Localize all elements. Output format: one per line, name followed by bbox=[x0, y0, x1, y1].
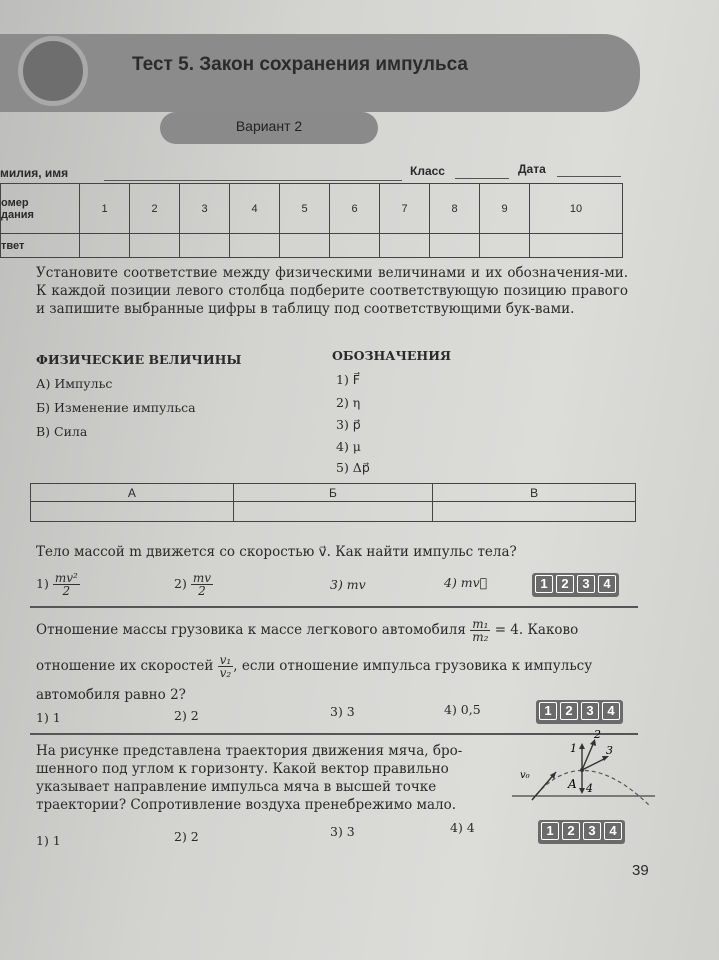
fraction-denominator: m₂ bbox=[472, 630, 489, 644]
grid-number-cell: 6 bbox=[330, 184, 380, 234]
answer-box-4[interactable]: 4 bbox=[604, 822, 622, 840]
trajectory-figure bbox=[510, 728, 660, 818]
answer-cell[interactable] bbox=[530, 234, 623, 258]
q2-option-2[interactable] bbox=[174, 572, 213, 597]
grid-number-cell: 3 bbox=[180, 184, 230, 234]
q2-option-3[interactable]: 3) mv bbox=[330, 577, 366, 592]
q4-option-4[interactable]: 4) 4 bbox=[450, 820, 475, 835]
q1-text: Установите соответствие между физическими величинами и их обозначения-ми. К каждой позиции левого столбца подберите соответствующую позицию правого и запишите выбранные цифры в таблицу под соответствующими бук-вами. bbox=[36, 265, 628, 317]
vector-2 bbox=[582, 742, 594, 770]
fraction-numerator: v₁ bbox=[219, 653, 232, 667]
q2-option-1[interactable] bbox=[36, 572, 80, 597]
q2-answer-boxes[interactable] bbox=[532, 573, 619, 597]
fraction-numerator: mv² bbox=[54, 571, 78, 585]
name-label: милия, имя bbox=[0, 166, 69, 180]
q2-option-2-label: 2) bbox=[174, 576, 187, 591]
grid-number-cell: 1 bbox=[80, 184, 130, 234]
q4-option-2[interactable]: 2) 2 bbox=[174, 829, 199, 844]
q3-line3: автомобиля равно 2? bbox=[36, 687, 186, 703]
q3-option-4[interactable]: 4) 0,5 bbox=[444, 702, 481, 717]
vector-1-head bbox=[579, 743, 585, 749]
vector-1-label: 1 bbox=[570, 742, 577, 755]
q1-right-item: 2) η bbox=[336, 395, 361, 410]
answer-cell[interactable] bbox=[380, 234, 430, 258]
date-field[interactable] bbox=[557, 176, 621, 177]
q2-text: Тело массой m движется со скоростью v⃗. Как найти импульс тела? bbox=[36, 544, 517, 560]
q3-line1-end: = 4. Каково bbox=[494, 622, 579, 638]
answer-cell[interactable] bbox=[130, 234, 180, 258]
vector-2-label: 2 bbox=[594, 728, 601, 741]
q2-option-2-fraction bbox=[191, 572, 213, 597]
q2-option-4[interactable]: 4) mv⃗ bbox=[444, 575, 488, 590]
name-field[interactable] bbox=[104, 180, 402, 181]
answer-cell[interactable] bbox=[80, 234, 130, 258]
q2-option-1-label: 1) bbox=[36, 576, 49, 591]
q1-answer-table bbox=[30, 483, 636, 522]
q1-left-item: А) Импульс bbox=[36, 376, 113, 391]
grid-number-cell: 8 bbox=[430, 184, 480, 234]
divider bbox=[30, 606, 638, 608]
grid-row-label-number bbox=[1, 184, 80, 234]
variant-label: Вариант 2 bbox=[235, 118, 303, 134]
q1-col-header: А bbox=[31, 484, 234, 502]
fraction-denominator: v₂ bbox=[219, 666, 232, 680]
answer-box-3[interactable]: 3 bbox=[581, 702, 599, 720]
grid-row-label-answer: твет bbox=[1, 234, 80, 258]
answer-cell[interactable] bbox=[430, 234, 480, 258]
class-label: Класс bbox=[410, 164, 445, 178]
q1-left-item: Б) Изменение импульса bbox=[36, 400, 196, 415]
answer-cell[interactable] bbox=[480, 234, 530, 258]
grid-number-cell: 2 bbox=[130, 184, 180, 234]
q3-answer-boxes[interactable] bbox=[536, 700, 623, 724]
answer-cell[interactable] bbox=[330, 234, 380, 258]
page-title: Тест 5. Закон сохранения импульса bbox=[132, 54, 468, 75]
grid-number-cell: 7 bbox=[380, 184, 430, 234]
q3-line2 bbox=[36, 654, 646, 679]
class-field[interactable] bbox=[455, 178, 509, 179]
q1-answer-cell[interactable] bbox=[31, 502, 234, 522]
answer-box-3[interactable]: 3 bbox=[583, 822, 601, 840]
answer-box-2[interactable]: 2 bbox=[562, 822, 580, 840]
q1-answer-cell[interactable] bbox=[433, 502, 636, 522]
answer-box-2[interactable]: 2 bbox=[556, 575, 574, 593]
date-label: Дата bbox=[518, 162, 546, 176]
answer-box-2[interactable]: 2 bbox=[560, 702, 578, 720]
q3-line2-text: отношение их скоростей bbox=[36, 658, 214, 674]
q3-line1-text: Отношение массы грузовика к массе легкового автомобиля bbox=[36, 622, 466, 638]
q3-line2-end: , если отношение импульса грузовика к импульсу bbox=[233, 658, 593, 674]
grid-number-cell: 10 bbox=[530, 184, 623, 234]
q3-option-2[interactable]: 2) 2 bbox=[174, 708, 199, 723]
q4-option-3[interactable]: 3) 3 bbox=[330, 824, 355, 839]
a-label: A bbox=[568, 777, 577, 791]
grid-number-cell: 4 bbox=[230, 184, 280, 234]
q1-right-item: 3) p⃗ bbox=[336, 417, 361, 432]
v0-label: v₀ bbox=[520, 770, 530, 781]
q3-line1 bbox=[36, 618, 636, 643]
vector-3 bbox=[582, 758, 606, 770]
grid-number-cell: 9 bbox=[480, 184, 530, 234]
page-number: 39 bbox=[632, 862, 649, 879]
q3-option-3[interactable]: 3) 3 bbox=[330, 704, 355, 719]
q3-mass-ratio bbox=[470, 618, 490, 643]
q1-right-item: 5) Δp⃗ bbox=[336, 460, 370, 475]
q4-option-1[interactable]: 1) 1 bbox=[36, 833, 61, 848]
q4-answer-boxes[interactable] bbox=[538, 820, 625, 844]
fraction-numerator: mv bbox=[192, 571, 211, 585]
q1-left-item: В) Сила bbox=[36, 424, 88, 439]
q1-right-item: 4) μ bbox=[336, 439, 361, 454]
vector-4-head bbox=[579, 788, 585, 794]
q4-text: На рисунке представлена траектория движения мяча, бро-шенного под углом к горизонту. Какой вектор правильно указывает направление импульса мяча в высшей точке траектории? Сопротивление воздуха пренебрежимо мало. bbox=[36, 743, 463, 813]
q1-col-header: В bbox=[433, 484, 636, 502]
answer-box-1[interactable]: 1 bbox=[539, 702, 557, 720]
answer-cell[interactable] bbox=[280, 234, 330, 258]
answer-box-4[interactable]: 4 bbox=[602, 702, 620, 720]
vector-3-label: 3 bbox=[606, 744, 613, 757]
grid-label-line1: омер bbox=[1, 196, 29, 209]
grid-label-line2: дания bbox=[1, 208, 34, 221]
answer-box-1[interactable]: 1 bbox=[535, 575, 553, 593]
q1-right-header: ОБОЗНАЧЕНИЯ bbox=[332, 348, 452, 363]
q3-option-1[interactable]: 1) 1 bbox=[36, 710, 61, 725]
fraction-denominator: 2 bbox=[198, 584, 206, 598]
answer-box-1[interactable]: 1 bbox=[541, 822, 559, 840]
answer-box-3[interactable]: 3 bbox=[577, 575, 595, 593]
answer-grid bbox=[0, 183, 623, 258]
q1-right-item: 1) F⃗ bbox=[336, 372, 360, 387]
q2-option-1-fraction bbox=[53, 572, 80, 597]
answer-cell[interactable] bbox=[230, 234, 280, 258]
q1-answer-cell[interactable] bbox=[233, 502, 433, 522]
q1-left-header: ФИЗИЧЕСКИЕ ВЕЛИЧИНЫ bbox=[36, 352, 242, 367]
grid-number-cell: 5 bbox=[280, 184, 330, 234]
q1-col-header: Б bbox=[233, 484, 433, 502]
q3-speed-ratio bbox=[218, 654, 234, 679]
answer-box-4[interactable]: 4 bbox=[598, 575, 616, 593]
answer-cell[interactable] bbox=[180, 234, 230, 258]
vector-4-label: 4 bbox=[586, 782, 593, 795]
fraction-denominator: 2 bbox=[62, 584, 71, 598]
logo-icon bbox=[18, 36, 88, 106]
fraction-numerator: m₁ bbox=[472, 617, 489, 631]
